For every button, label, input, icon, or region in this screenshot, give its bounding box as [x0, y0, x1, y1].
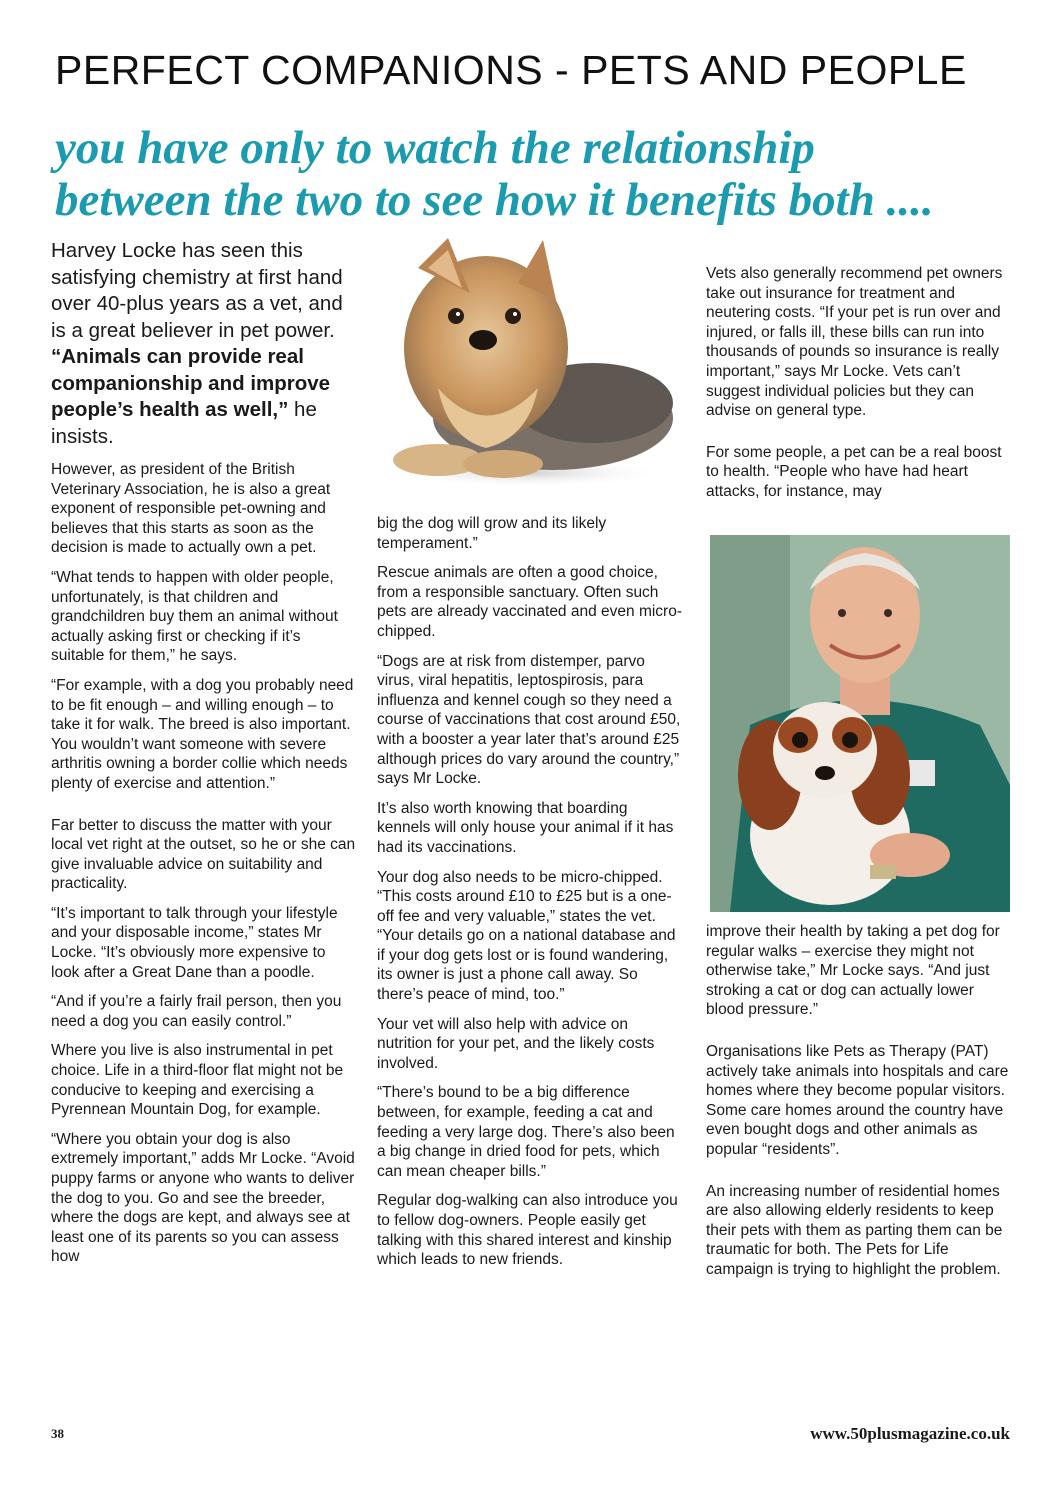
lead-quote: “Animals can provide real companionship and improve people’s health as well,”	[51, 345, 331, 421]
subtitle-line-2: between the two to see how it benefits both ....	[55, 174, 934, 226]
article-column-2	[377, 514, 682, 1280]
website-link[interactable]: www.50plusmagazine.co.uk	[810, 1424, 1010, 1443]
paragraph: “For example, with a dog you probably need to be fit enough – and willing enough – to take it for walk. The breed is also important. You wouldn’t want someone with severe arthritis owning a border collie which needs plenty of exercise and attention.”	[51, 676, 354, 792]
page-title: PERFECT COMPANIONS - PETS AND PEOPLE	[55, 47, 967, 93]
vet-with-spaniel-photo	[710, 535, 1010, 912]
paragraph: However, as president of the British Veterinary Association, he is also a great exponent of responsible pet-owning and believes that this starts as soon as the decision is made to actually own a pet.	[51, 461, 331, 557]
subtitle-line-1: you have only to watch the relationship	[55, 122, 815, 174]
paragraph: big the dog will grow and its likely temperament.”	[377, 515, 607, 552]
paragraph: “Dogs are at risk from distemper, parvo virus, viral hepatitis, leptospirosis, para influenza and kennel cough so they need a course of vaccinations that cost around £50, with a booster a year later that’s around £25 although prices do vary around the country,” says Mr Locke.	[377, 652, 681, 788]
lead-end-text: he insists.	[51, 398, 317, 448]
article-column-3-top	[706, 264, 1011, 512]
paragraph: Far better to discuss the matter with your local vet right at the outset, so he or she can give invaluable advice on suitability and practicality.	[51, 816, 356, 893]
paragraph: Where you live is also instrumental in pet choice. Life in a third-floor flat might not be conducive to keeping and exercising a Pyrennean Mountain Dog, for example.	[51, 1042, 344, 1119]
paragraph: Organisations like Pets as Therapy (PAT) actively take animals into hospitals and care homes where they become popular visitors. Some care homes around the country have even bought dogs and other animals as popular “residents”.	[706, 1042, 1009, 1158]
paragraph: improve their health by taking a pet dog for regular walks – exercise they might not otherwise take,” Mr Locke says. “And just stroking a cat or dog can actually lower blood pressure.”	[706, 923, 1000, 1019]
paragraph: For some people, a pet can be a real boost to health. “People who have had heart attacks, for instance, may	[706, 443, 1002, 500]
vet-illustration-icon	[710, 535, 1010, 912]
paragraph: Regular dog-walking can also introduce you to fellow dog-owners. People easily get talking with this shared interest and kinship which leads to new friends.	[377, 1192, 678, 1269]
paragraph: “It’s important to talk through your lifestyle and your disposable income,” states Mr Locke. “It’s obviously more expensive to look after a Great Dane than a poodle.	[51, 904, 338, 981]
paragraph: “And if you’re a fairly frail person, then you need a dog you can easily control.”	[51, 993, 342, 1030]
paragraph: “What tends to happen with older people, unfortunately, is that children and grandchildren buy them an animal without actually asking first or checking if it’s suitable for them,” he says.	[51, 568, 338, 665]
lead-paragraph	[51, 238, 356, 450]
paragraph: “Where you obtain your dog is also extremely important,” adds Mr Locke. “Avoid puppy farms or anyone who wants to deliver the dog to you. Go and see the breeder, where the dogs are kept, and always see at least one of its parents so you can assess how	[51, 1130, 355, 1266]
page-subtitle	[55, 122, 1015, 226]
yorkshire-terrier-photo	[378, 228, 685, 490]
paragraph: Vets also generally recommend pet owners take out insurance for treatment and neutering costs. “If your pet is run over and injured, or falls ill, these bills can run into thousands of pounds so insurance is really important,” says Mr Locke. Vets can’t suggest individual policies but they can advise on general type.	[706, 265, 1003, 420]
paragraph: An increasing number of residential homes are also allowing elderly residents to keep their pets with them as parting them can be traumatic for both. The Pets for Life campaign is trying to highlight the problem.	[706, 1182, 1003, 1278]
paragraph: It’s also worth knowing that boarding kennels will only house your animal if it has had its vaccinations.	[377, 799, 674, 856]
paragraph: Rescue animals are often a good choice, from a responsible sanctuary. Often such pets are already vaccinated and even micro-chipped.	[377, 564, 682, 640]
article-column-1	[51, 238, 356, 1277]
paragraph: Your dog also needs to be micro-chipped. “This costs around £10 to £25 but is a one-off fee and very valuable,” states the vet. “Your details go on a national database and if your dog gets lost or is found wandering, its owner is just a phone call away. So there’s peace of mind, too.”	[377, 868, 676, 1004]
lead-text: Harvey Locke has seen this satisfying chemistry at first hand over 40-plus years as a vet, and is a great believer in pet power.	[51, 239, 343, 342]
paragraph: Your vet will also help with advice on nutrition for your pet, and the likely costs involved.	[377, 1015, 655, 1072]
article-column-3-bottom	[706, 922, 1011, 1290]
dog-illustration-icon	[378, 228, 685, 490]
paragraph: “There’s bound to be a big difference between, for example, feeding a cat and feeding a very large dog. There’s also been a big change in dried food for pets, which can mean cheaper bills.”	[377, 1084, 675, 1180]
page-number: 38	[51, 1426, 64, 1441]
